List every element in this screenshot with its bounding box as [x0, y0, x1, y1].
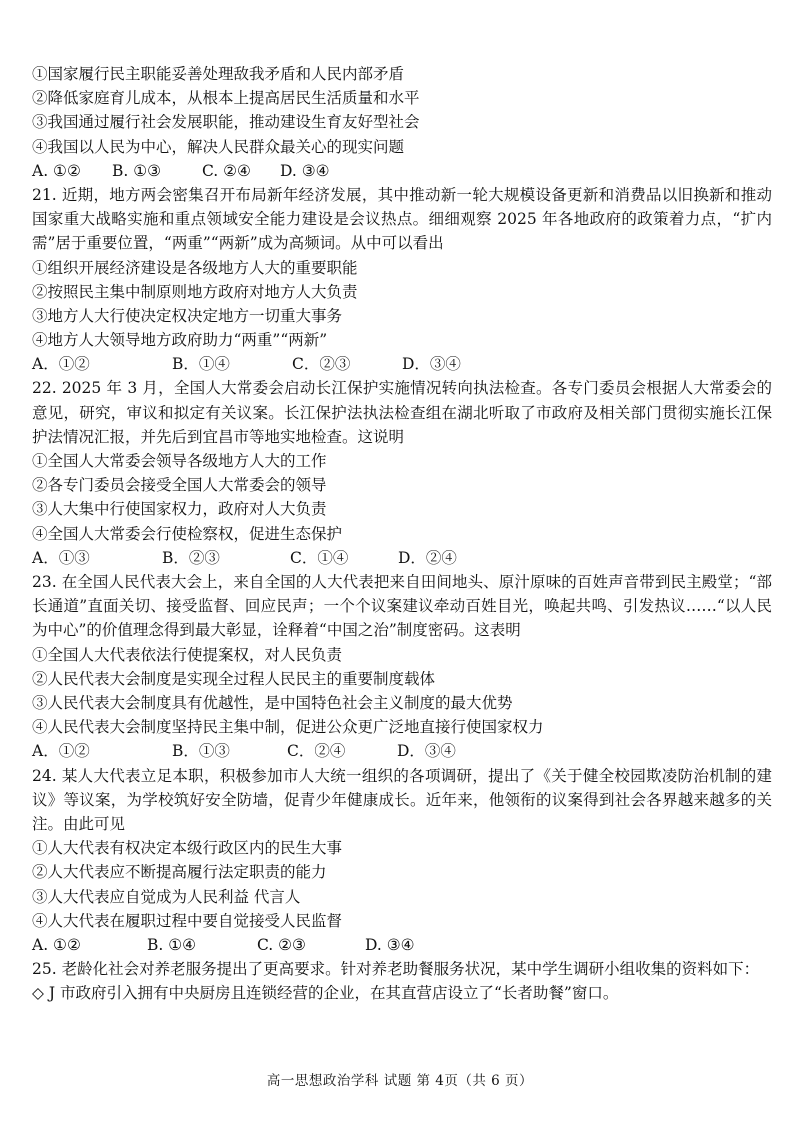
statement: ④人民代表大会制度坚持民主集中制，促进公众更广泛地直接行使国家权力	[32, 718, 544, 737]
question-24-stem: 24. 某人大代表立足本职，积极参加市人大统一组织的各项调研，提出了《关于健全校园欺凌防治机制的建议》等议案，为学校筑好安全防墙，促青少年健康成长。近年来，他领衔的议案得到社会各界越来越多的关注。由此可见	[32, 766, 772, 833]
statement: ④人大代表在履职过程中要自觉接受人民监督	[32, 911, 343, 930]
statement: ③人大代表应自觉成为人民利益 代言人	[32, 887, 301, 906]
choice-a: A．①②	[32, 742, 90, 761]
choice-b: B．①③	[172, 742, 230, 761]
statement: ③地方人大行使决定权决定地方一切重大事务	[32, 306, 343, 325]
statement: ①全国人大代表依法行使提案权，对人民负责	[32, 645, 343, 664]
question-21-stem: 21. 近期，地方两会密集召开布局新年经济发展，其中推动新一轮大规模设备更新和消费品以旧换新和推动国家重大战略实施和重点领域安全能力建设是会议热点。细细观察 2025 年各地政府的政策着力点，“扩内需”居于重要位置，“两重”“两新”成为高频词。从中可以看出	[32, 185, 772, 253]
choices-row	[32, 159, 772, 183]
choice-d: D. ③④	[365, 935, 415, 954]
choice-a: A. ①②	[32, 161, 81, 180]
choice-b: B. ①④	[147, 935, 197, 954]
choice-d: D．③④	[402, 355, 461, 374]
choice-c: C. ②④	[202, 161, 251, 180]
choice-b: B. ①③	[112, 161, 162, 180]
statement: ②各专门委员会接受全国人大常委会的领导	[32, 476, 327, 495]
choices-row	[32, 352, 772, 376]
question-22-stem: 22. 2025 年 3 月，全国人大常委会启动长江保护实施情况转向执法检查。各专门委员会根据人大常委会的意见，研究，审议和拟定有关议案。长江保护法执法检查组在湖北听取了市政府及相关部门贯彻实施长江保护法情况汇报，并先后到宜昌市等地实地检查。这说明	[32, 379, 772, 446]
page-footer: 高一思想政治学科 试题 第 4页（共 6 页）	[266, 1073, 534, 1089]
statement: ④我国以人民为中心，解决人民群众最关心的现实问题	[32, 137, 405, 156]
statement: ④全国人大常委会行使检察权，促进生态保护	[32, 524, 343, 543]
choices-row	[32, 546, 772, 570]
statement: ①人大代表有权决定本级行政区内的民生大事	[32, 839, 343, 858]
statement: ②按照民主集中制原则地方政府对地方人大负责	[32, 282, 358, 301]
material-bullet: ◇ J 市政府引入拥有中央厨房且连锁经营的企业，在其直营店设立了“长者助餐”窗口。	[32, 984, 619, 1003]
question-23-stem: 23. 在全国人民代表大会上，来自全国的人大代表把来自田间地头、原汁原味的百姓声音带到民主殿堂；“部长通道”直面关切、接受监督、回应民声；一个个议案建议牵动百姓目光，唤起共鸣、引发热议……“以人民为中心”的价值理念得到最大彰显，诠释着“中国之治”制度密码。这表明	[32, 573, 772, 640]
choice-a: A．①②	[32, 355, 90, 374]
statement: ②人大代表应不断提高履行法定职责的能力	[32, 863, 327, 882]
statement: ①全国人大常委会领导各级地方人大的工作	[32, 452, 327, 471]
choice-d: D．②④	[398, 548, 457, 567]
statement: ④地方人大领导地方政府助力“两重”“两新”	[32, 331, 328, 350]
choice-d: D. ③④	[280, 161, 330, 180]
question-25-stem: 25. 老龄化社会对养老服务提出了更高要求。针对养老助餐服务状况，某中学生调研小组收集的资料如下：	[32, 960, 760, 979]
choices-row	[32, 933, 772, 957]
choice-c: C．②③	[292, 355, 351, 374]
statement: ②降低家庭育儿成本，从根本上提高居民生活质量和水平	[32, 89, 420, 108]
statement: ③我国通过履行社会发展职能，推动建设生育友好型社会	[32, 113, 420, 132]
statement: ①国家履行民主职能妥善处理敌我矛盾和人民内部矛盾	[32, 65, 405, 83]
choice-b: B．②③	[162, 548, 220, 567]
statement: ①组织开展经济建设是各级地方人大的重要职能	[32, 258, 358, 277]
statement: ③人民代表大会制度具有优越性，是中国特色社会主义制度的最大优势	[32, 694, 513, 713]
choice-c: C．②④	[287, 742, 346, 761]
statement: ③人大集中行使国家权力，政府对人大负责	[32, 500, 327, 519]
choice-d: D．③④	[397, 742, 456, 761]
choice-c: C．①④	[290, 548, 349, 567]
choices-row	[32, 739, 772, 763]
choice-c: C. ②③	[257, 935, 306, 954]
statement: ②人民代表大会制度是实现全过程人民民主的重要制度载体	[32, 669, 436, 688]
page-content	[32, 62, 772, 1006]
choice-b: B．①④	[172, 355, 230, 374]
choice-a: A. ①②	[32, 935, 81, 954]
choice-a: A．①③	[32, 548, 90, 567]
